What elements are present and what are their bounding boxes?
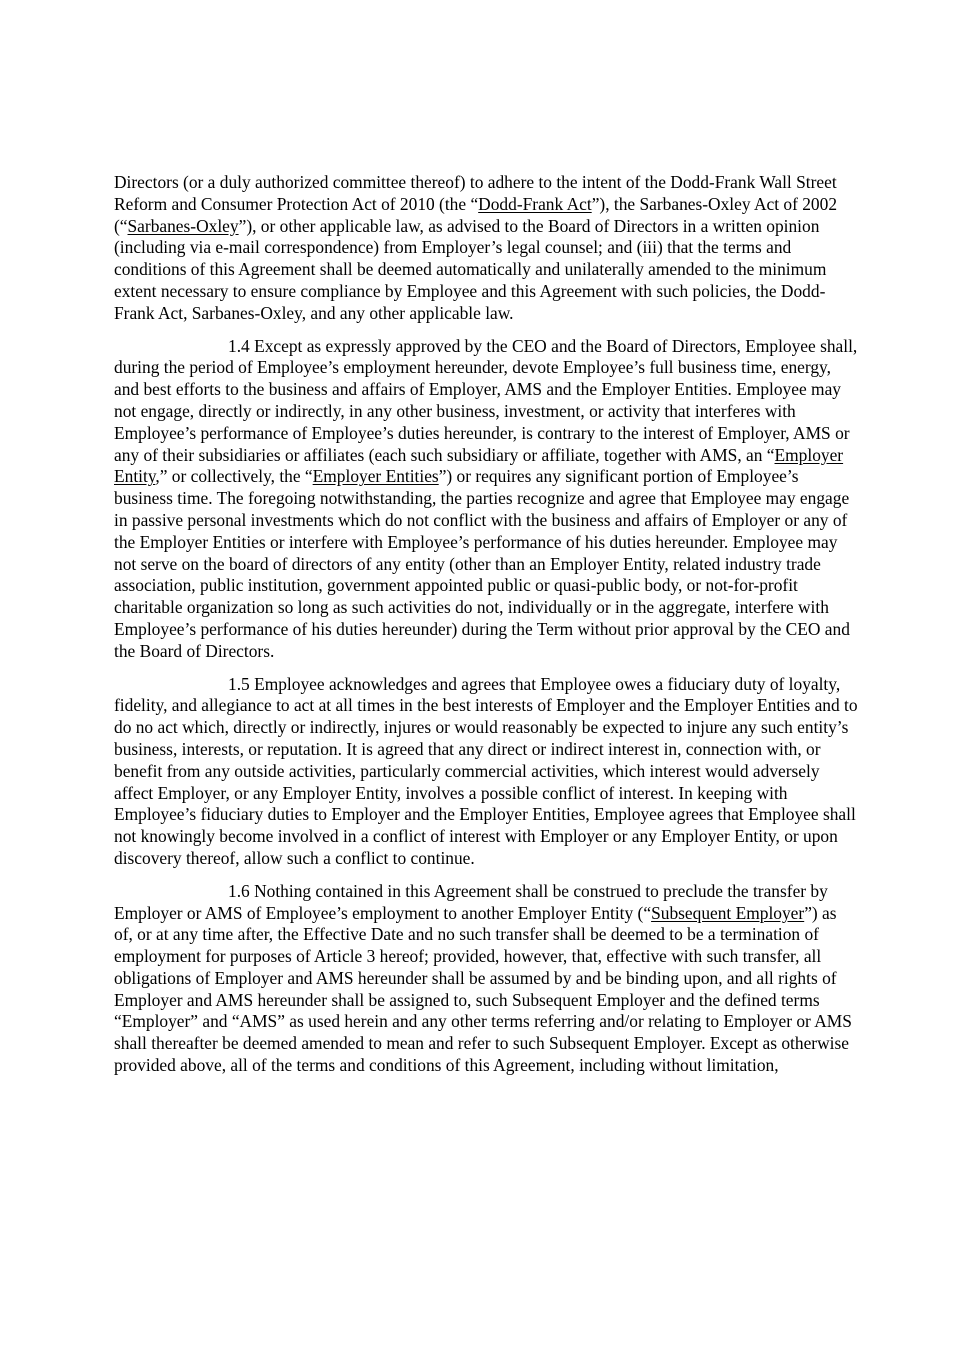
paragraph-section-1-5: [114, 674, 858, 870]
document-page: [114, 172, 858, 1088]
text-run: 1.4 Except as expressly approved by the CEO and the Board of Directors, Employee shall, during the period of Employee’s employment hereunder, devote Employee’s full business time, energy, and best efforts to the business and affairs of Employer, AMS and the Employer Entities. Employee may not engage, directly or indirectly, in any other business, investment, or activity that interferes with Employee’s performance of Employee’s duties hereunder, is contrary to the interest of Employer, AMS or any of their subsidiaries or affiliates (each such subsidiary or affiliate, together with AMS, an “: [114, 335, 858, 465]
text-run: 1.6 Nothing contained in this Agreement shall be construed to preclude the transfer by Employer or AMS of Employee’s employment to another Employer Entity (“: [114, 880, 828, 923]
text-run: ”) or requires any significant portion of Employee’s business time. The foregoing notwithstanding, the parties recognize and agree that Employee may engage in passive personal investments which do not conflict with the business and affairs of Employer or any of the Employer Entities or interfere with Employee’s performance of his duties hereunder. Employee may not serve on the board of directors of any entity (other than an Employer Entity, related industry trade association, public institution, government appointed public or quasi-public body, or not-for-profit charitable organization so long as such activities do not, individually or in the aggregate, interfere with Employee’s performance of his duties hereunder) during the Term without prior approval by the CEO and the Board of Directors.: [114, 466, 850, 661]
defined-term-sarbanes-oxley: Sarbanes-Oxley: [127, 215, 239, 236]
text-run: Directors (or a duly authorized committee thereof) to adhere to the intent of the Dodd-Frank Wall Street Reform and Consumer Protection Act of 2010 (the “: [114, 172, 837, 214]
text-run: ”) as of, or at any time after, the Effective Date and no such transfer shall be deemed to be a termination of employment for purposes of Article 3 hereof; provided, however, that, effective with such transfer, all obligations of Employer and AMS hereunder shall be assumed by and be binding upon, and all rights of Employer and AMS hereunder shall be assigned to, such Subsequent Employer and the defined terms “Employer” and “AMS” as used herein and any other terms referring and/or relating to Employer or AMS shall thereafter be deemed amended to mean and refer to such Subsequent Employer. Except as otherwise provided above, all of the terms and conditions of this Agreement, including without limitation,: [114, 902, 852, 1076]
text-run: ”), the Sarbanes-Oxley Act of 2002 (“: [114, 193, 838, 236]
paragraph-section-1-6: [114, 881, 858, 1077]
text-run: ”), or other applicable law, as advised to the Board of Directors in a written opinion (including via e-mail correspondence) from Employer’s legal counsel; and (iii) that the terms and conditions of this Agreement shall be deemed automatically and unilaterally amended to the minimum extent necessary to ensure compliance by Employee and this Agreement with such policies, the Dodd-Frank Act, Sarbanes-Oxley, and any other applicable law.: [114, 215, 827, 323]
paragraph-continuation: [114, 172, 858, 325]
text-run: ,” or collectively, the “: [155, 466, 313, 487]
defined-term-employer-entity: Employer Entity: [114, 444, 844, 487]
defined-term-employer-entities: Employer Entities: [312, 466, 439, 487]
paragraph-section-1-4: [114, 336, 858, 663]
text-run: 1.5 Employee acknowledges and agrees that Employee owes a fiduciary duty of loyalty, fidelity, and allegiance to act at all times in the best interests of Employer and the Employer Entities and to do no act which, directly or indirectly, injures or would reasonably be expected to injure any such entity’s business, interests, or reputation. It is agreed that any direct or indirect interest in, connection with, or benefit from any outside activities, particularly commercial activities, which interest would adversely affect Employer, or any Employer Entity, involves a possible conflict of interest. In keeping with Employee’s fiduciary duties to Employer and the Employer Entities, Employee agrees that Employee shall not knowingly become involved in a conflict of interest with Employer or any Employer Entity, or upon discovery thereof, allow such a conflict to continue.: [114, 673, 858, 868]
defined-term-subsequent-employer: Subsequent Employer: [651, 902, 805, 923]
defined-term-dodd-frank-act: Dodd-Frank Act: [478, 193, 592, 214]
